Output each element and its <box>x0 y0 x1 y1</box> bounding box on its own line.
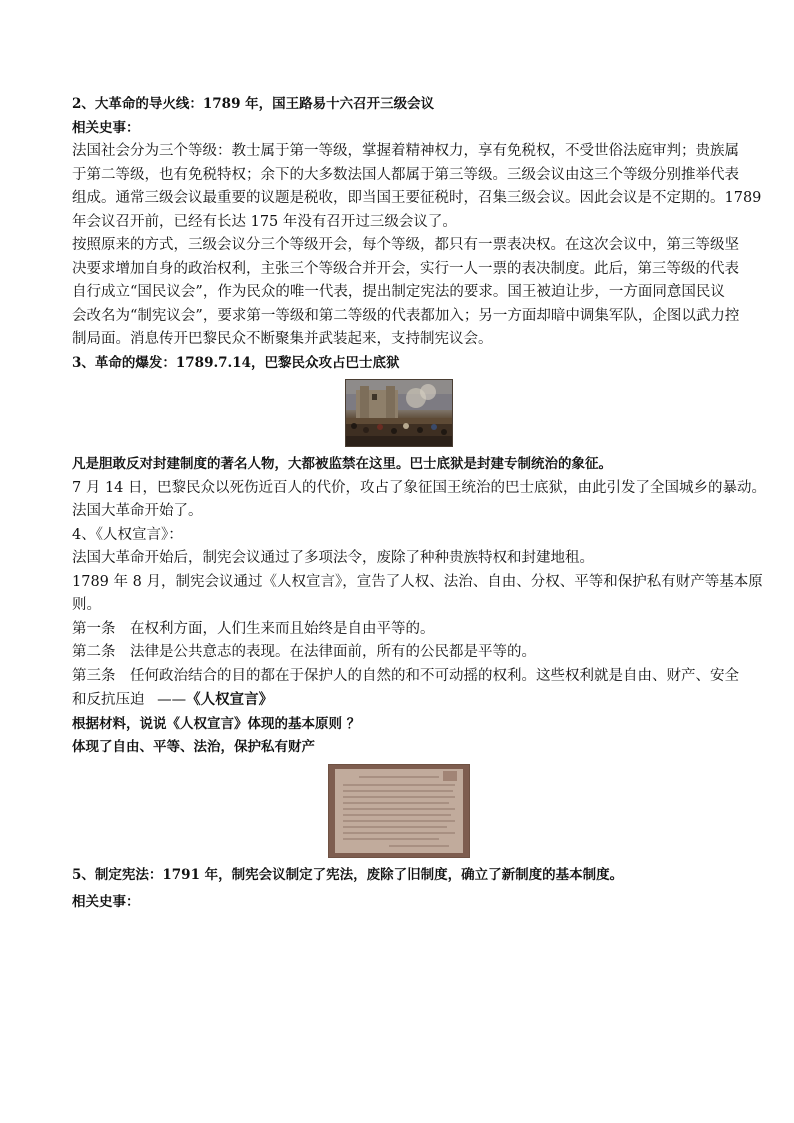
declaration-source: 《人权宣言》 <box>186 691 274 708</box>
text-line: 于第二等级，也有免税特权；余下的大多数法国人都属于第三等级。三级会议由这三个等级分别推举代表 <box>72 166 739 183</box>
section-3-paragraph <box>72 477 766 524</box>
article-number: 第三条 <box>72 667 116 684</box>
section-5-related-label: 相关史事： <box>72 894 140 910</box>
section-5-heading: 5、制定宪法：1791 年，制宪会议制定了宪法，废除了旧制度，确立了新制度的基本制度。 <box>72 866 624 883</box>
declaration-article-1 <box>72 618 726 642</box>
section-2-heading: 2、大革命的导火线：1789 年，国王路易十六召开三级会议 <box>72 96 435 112</box>
document-page <box>72 93 766 915</box>
text-line: 按照原来的方式，三级会议分三个等级开会，每个等级，都只有一票表决权。在这次会议中，第三等级坚 <box>72 237 739 253</box>
section-2-related-label: 相关史事： <box>72 119 140 136</box>
text-line: 7 月 14 日，巴黎民众以死伤近百人的代价，攻占了象征国王统治的巴士底狱，由此引发了全国城乡的暴动。 <box>72 479 766 496</box>
section-2-paragraph-2 <box>72 234 740 352</box>
section-4-paragraph <box>72 571 763 618</box>
text-line: 法国社会分为三个等级：教士属于第一等级，掌握着精神权力，享有免税权，不受世俗法庭审判；贵族属 <box>72 143 739 159</box>
text-line: 制局面。消息传开巴黎民众不断聚集并武装起来，支持制宪议会。 <box>72 331 493 347</box>
text-line: 则。 <box>72 597 101 613</box>
text-line: 年会议召开前，已经有长达 175 年没有召开过三级会议了。 <box>72 213 457 230</box>
question-text: 根据材料，说说《人权宣言》体现的基本原则 ？ <box>72 715 361 732</box>
bastille-caption: 凡是胆敢反对封建制度的著名人物，大都被监禁在这里。巴士底狱是封建专制统治的象征。 <box>72 456 612 472</box>
article-text: 在权利方面，人们生来而且始终是自由平等的。 <box>130 620 435 637</box>
section-3-heading: 3、革命的爆发：1789.7.14，巴黎民众攻占巴士底狱 <box>72 354 400 371</box>
article-text: 任何政治结合的目的都在于保护人的自然的和不可动摇的权利。这些权利就是自由、财产、安全 <box>130 667 739 684</box>
declaration-image-wrapper <box>72 764 726 858</box>
declaration-manuscript-image <box>328 764 470 858</box>
article-3-continuation <box>72 688 726 713</box>
text-line: 会改名为“制宪议会”，要求第一等级和第二等级的代表都加入；另一方面却暗中调集军队，企图以武力控 <box>72 307 740 324</box>
section-4-line-1: 法国大革命开始后，制宪会议通过了多项法令，废除了种种贵族特权和封建地租。 <box>72 550 594 566</box>
source-dash: —— <box>157 692 187 708</box>
section-4-heading: 4、《人权宣言》： <box>72 526 183 543</box>
article-3-continuation-text: 和反抗压迫 <box>72 692 145 708</box>
answer-text: 体现了自由、平等、法治，保护私有财产 <box>72 739 315 755</box>
storming-of-bastille-image <box>345 379 453 447</box>
text-line: 1789 年 8 月，制宪会议通过《人权宣言》，宣告了人权、法治、自由、分权、平等和保护私有财产等基本原 <box>72 573 763 590</box>
article-text: 法律是公共意志的表现。在法律面前，所有的公民都是平等的。 <box>130 644 536 660</box>
text-line: 决要求增加自身的政治权利，主张三个等级合并开会，实行一人一票的表决制度。此后，第三等级的代表 <box>72 260 739 277</box>
section-2-paragraph-1 <box>72 140 762 234</box>
declaration-article-2 <box>72 641 726 665</box>
bastille-image-wrapper <box>72 379 726 447</box>
text-line: 自行成立“国民议会”，作为民众的唯一代表，提出制定宪法的要求。国王被迫让步，一方面同意国民议 <box>72 284 725 300</box>
text-line: 组成。通常三级会议最重要的议题是税收，即当国王要征税时，召集三级会议。因此会议是不定期的。1789 <box>72 190 762 206</box>
article-number: 第一条 <box>72 620 116 637</box>
text-line: 法国大革命开始了。 <box>72 503 203 519</box>
declaration-article-3 <box>72 665 739 689</box>
article-number: 第二条 <box>72 644 116 660</box>
